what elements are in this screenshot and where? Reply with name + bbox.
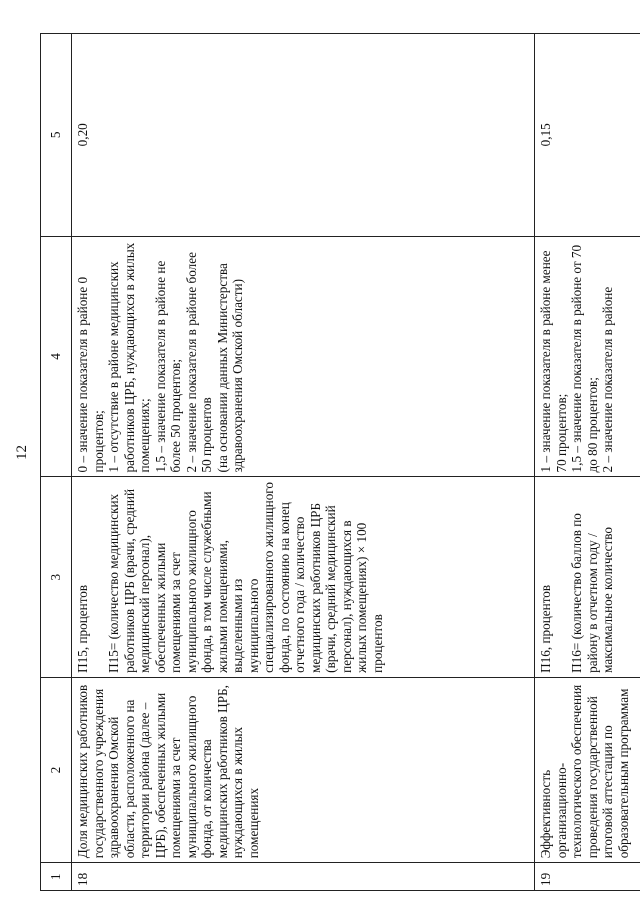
table-row	[72, 34, 535, 891]
row-number: 18	[72, 863, 535, 891]
header-row	[41, 34, 72, 891]
header-col-4: 4	[41, 236, 72, 477]
row-number: 19	[535, 863, 640, 891]
page-number: 12	[14, 445, 30, 460]
indicator-formula: П15, процентов П15= (количество медицинских работников ЦРБ (врачи, средний медицинский персонал), обеспеченных жилыми помещениями за счет муниципального жилищного фонда, в том числе служебными жилыми помещениями, выделенными из муниципального специализированного жилищного фонда, по состоянию на конец отчетного года / количество медицинских работников ЦРБ (врачи, средний медицинский персонал), нуждающихся в жилых помещениях) × 100 процентов	[72, 477, 535, 677]
indicator-name: Доля медицинских работников государственного учреждения здравоохранения Омской области, расположенного на территории района (далее – ЦРБ), обеспеченных жилыми помещениями за счет муниципального жилищного фонда, от количества медицинских работников ЦРБ, нуждающихся в жилых помещениях	[72, 677, 535, 862]
indicator-criteria: 0 – значение показателя в районе 0 процентов; 1 – отсутствие в районе медицинских работников ЦРБ, нуждающихся в жилых помещениях; 1,5 – значение показателя в районе не более 50 процентов; 2 – значение показателя в районе более 50 процентов (на основании данных Министерства здравоохранения Омской области)	[72, 236, 535, 477]
header-col-1: 1	[41, 863, 72, 891]
indicator-formula: П16, процентов П16= (количество баллов по району в отчетном году / максимальное количество	[535, 477, 640, 677]
table-row	[535, 34, 640, 891]
indicator-weight: 0,15	[535, 34, 640, 237]
header-col-3: 3	[41, 477, 72, 677]
header-col-2: 2	[41, 677, 72, 862]
indicator-weight: 0,20	[72, 34, 535, 237]
indicator-criteria: 1 – значение показателя в районе менее 70 процентов; 1,5 – значение показателя в районе от 70 до 80 процентов; 2 – значение показателя в районе	[535, 236, 640, 477]
header-col-5: 5	[41, 34, 72, 237]
indicator-name: Эффективность организационно-технологического обеспечения проведения государственной итоговой аттестации по образовательным программам	[535, 677, 640, 862]
indicator-table	[40, 33, 640, 891]
